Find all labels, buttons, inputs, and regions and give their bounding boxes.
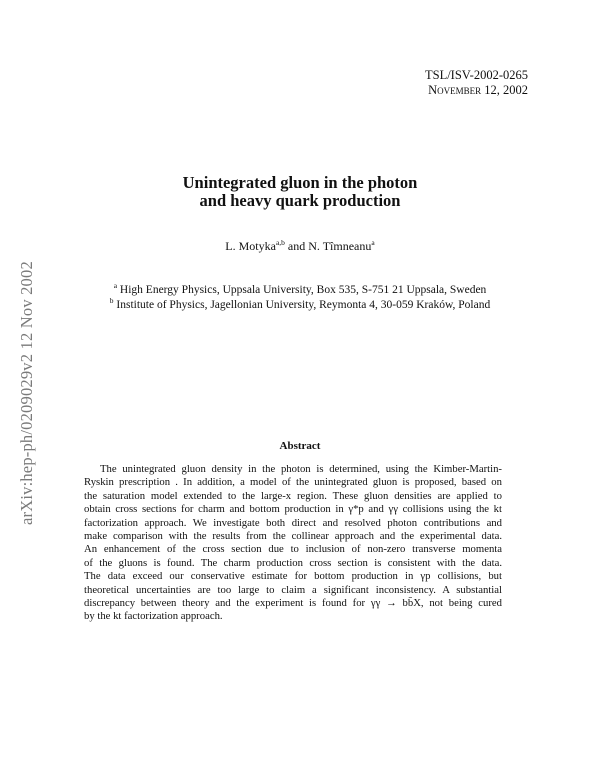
abstract-line: by the kt factorization approach. (84, 610, 223, 623)
abstract-line: obtain cross sections for charm and bottom production in γ*p and γγ collisions using the kt (84, 503, 502, 516)
author-conjunction: and (284, 239, 309, 253)
author-timneanu: N. Tîmneanu (308, 239, 372, 253)
affiliation-a (0, 283, 600, 298)
abstract-line: of the gluons is found. The charm production cross section is consistent with the data. (84, 556, 502, 569)
author-motyka: L. Motyka (225, 239, 276, 253)
abstract-line: make comparison with the results from the collinear approach and the experimental data. (84, 530, 502, 543)
abstract-heading: Abstract (279, 440, 321, 452)
author-timneanu-affil: a (371, 238, 375, 247)
author-motyka-affil: a,b (275, 238, 285, 247)
abstract-line: An enhancement of the cross section due to inclusion of non-zero transverse momenta (84, 543, 502, 556)
title-line-2: and heavy quark production (199, 191, 401, 210)
arxiv-identifier: arXiv:hep-ph/0209029v2 12 Nov 2002 (17, 261, 36, 525)
abstract-body (84, 463, 502, 624)
author-list (0, 239, 600, 254)
report-date: November 12, 2002 (428, 83, 528, 97)
report-number: TSL/ISV-2002-0265 (424, 68, 528, 82)
title-line-1: Unintegrated gluon in the photon (182, 173, 418, 192)
abstract-line: The unintegrated gluon density in the photon is determined, using the Kimber-Martin- (100, 463, 502, 475)
affiliation-a-text: High Energy Physics, Uppsala University, Box 535, S-751 21 Uppsala, Sweden (117, 284, 487, 296)
abstract-line: factorization approach. We investigate both direct and resolved photon contributions and (84, 516, 502, 529)
report-header (425, 68, 528, 98)
abstract-line: discrepancy between theory and the experiment is found for γγ → bb̄X, not being cured (84, 597, 502, 610)
abstract-line: The data exceed our conservative estimate for bottom production in γp collisions, but (84, 570, 502, 583)
affiliation-b-mark: b (109, 296, 114, 305)
abstract-line: the saturation model extended to the large-x region. These gluon densities are applied to (84, 489, 502, 502)
affiliation-a-mark: a (113, 281, 118, 290)
affiliation-b (0, 298, 600, 313)
affiliation-b-text: Institute of Physics, Jagellonian University, Reymonta 4, 30-059 Kraków, Poland (113, 299, 491, 311)
abstract-line: Ryskin prescription . In addition, a model of the unintegrated gluon is proposed, based on (84, 476, 502, 489)
paper-title (0, 174, 600, 210)
affiliations (0, 283, 600, 313)
abstract-line: theoretical uncertainties are too large to claim a significant inconsistency. A substantial (84, 583, 502, 596)
